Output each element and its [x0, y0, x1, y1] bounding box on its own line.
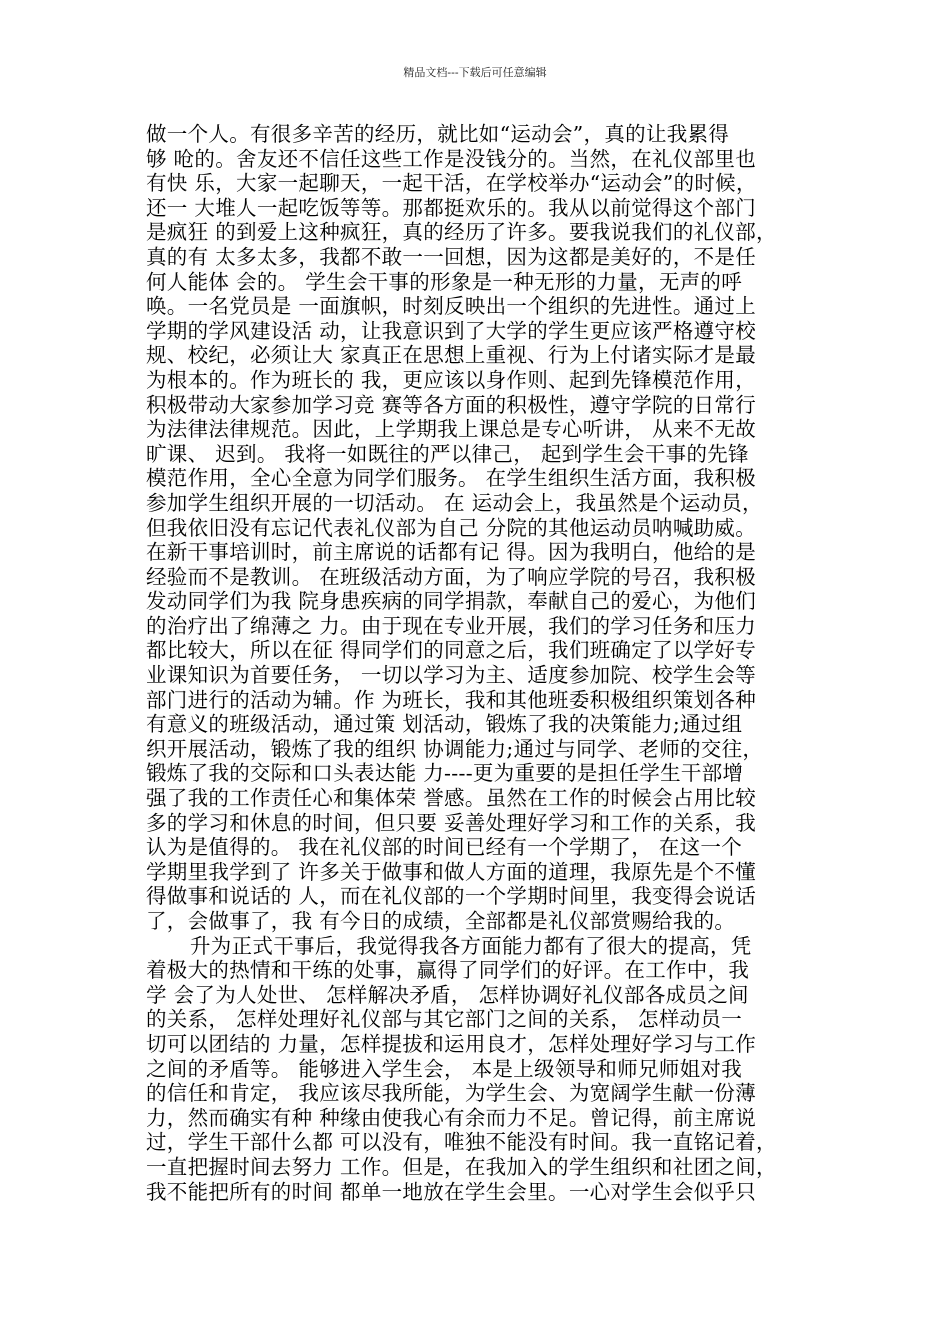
text-line: 多的学习和休息的时间，但只要 妥善处理好学习和工作的关系，我: [146, 810, 757, 835]
text-line: 积极带动大家参加学习竞 赛等各方面的积极性，遵守学院的日常行: [146, 392, 757, 417]
text-line: 得做事和说话的 人，而在礼仪部的一个学期时间里，我变得会说话: [146, 884, 757, 909]
text-line: 做一个人。有很多辛苦的经历，就比如“运动会”，真的让我累得: [146, 122, 730, 146]
text-line: 规、校纪，必须让大 家真正在思想上重视、行为上付诸实际才是最: [146, 343, 757, 368]
text-line: 部门进行的活动为辅。作 为班长，我和其他班委积极组织策划各种: [146, 687, 757, 712]
text-line: 力，然而确实有种 种缘由使我心有余而力不足。曾记得，前主席说: [146, 1105, 757, 1130]
paragraph-first-line: 升为正式干事后，我觉得我各方面能力都有了很大的提高，凭: [190, 933, 752, 958]
text-line: 参加学生组织开展的一切活动。 在 运动会上，我虽然是个运动员，: [146, 490, 763, 515]
text-line: 还一 大堆人一起吃饭等等。那都挺欢乐的。我从以前觉得这个部门: [146, 195, 757, 220]
text-line: 模范作用，全心全意为同学们服务。 在学生组织生活方面，我积极: [146, 466, 757, 491]
text-line: 一直把握时间去努力 工作。但是，在我加入的学生组织和社团之间，: [146, 1154, 777, 1179]
text-line: 着极大的热情和干练的处事，赢得了同学们的好评。在工作中，我: [146, 958, 750, 983]
text-line: 够 呛的。舍友还不信任这些工作是没钱分的。当然，在礼仪部里也: [146, 146, 757, 171]
text-line: 为根本的。作为班长的 我，更应该以身作则、起到先锋模范作用，: [146, 367, 757, 392]
text-line: 业课知识为首要任务， 一切以学习为主、适度参加院、校学生会等: [146, 663, 757, 688]
text-line: 唤。一名党员是 一面旗帜，时刻反映出一个组织的先进性。通过上: [146, 294, 757, 319]
text-line: 的信任和肯定， 我应该尽我所能，为学生会、为宽阔学生献一份薄: [146, 1081, 757, 1106]
text-line: 学期里我学到了 许多关于做事和做人方面的道理，我原先是个不懂: [146, 859, 757, 884]
text-line: 旷课、 迟到。 我将一如既往的严以律己， 起到学生会干事的先锋: [146, 441, 749, 466]
document-body: [146, 122, 826, 1204]
text-line: 为法律法律规范。因此，上学期我上课总是专心听讲， 从来不无故: [146, 417, 757, 442]
text-line: 过，学生干部什么都 可以没有，唯独不能没有时间。我一直铭记着，: [146, 1130, 777, 1155]
text-line: 学 会了为人处世、 怎样解决矛盾， 怎样协调好礼仪部各成员之间: [146, 982, 749, 1007]
text-line: 真的有 太多太多，我都不敢一一回想，因为这都是美好的，不是任: [146, 244, 757, 269]
text-line: 都比较大，所以在征 得同学们的同意之后，我们班确定了以学好专: [146, 638, 757, 663]
text-line: 在新干事培训时，前主席说的话都有记 得。因为我明白，他给的是: [146, 540, 757, 565]
text-line: 认为是值得的。 我在礼仪部的时间已经有一个学期了， 在这一个: [146, 835, 743, 860]
text-line: 发动同学们为我 院身患疾病的同学捐款，奉献自己的爱心，为他们: [146, 589, 757, 614]
text-line: 有意义的班级活动，通过策 划活动，锻炼了我的决策能力;通过组: [146, 712, 743, 737]
text-line: 学期的学风建设活 动，让我意识到了大学的学生更应该严格遵守校: [146, 318, 757, 343]
text-line: 强了我的工作责任心和集体荣 誉感。虽然在工作的时候会占用比较: [146, 786, 757, 811]
text-line: 我不能把所有的时间 都单一地放在学生会里。一心对学生会似乎只: [146, 1179, 757, 1204]
text-line: 切可以团结的 力量，怎样提拔和运用良才，怎样处理好学习与工作: [146, 1031, 757, 1056]
text-line: 之间的矛盾等。 能够进入学生会， 本是上级领导和师兄师姐对我: [146, 1056, 743, 1081]
text-line: 但我依旧没有忘记代表礼仪部为自己 分院的其他运动员呐喊助威。: [146, 515, 757, 540]
text-line: 锻炼了我的交际和口头表达能 力----更为重要的是担任学生干部增: [146, 761, 744, 786]
text-line: 的关系， 怎样处理好礼仪部与其它部门之间的关系， 怎样动员一: [146, 1007, 743, 1032]
text-line: 的治疗出了绵薄之 力。由于现在专业开展，我们的学习任务和压力: [146, 613, 757, 638]
text-line: 经验而不是教训。 在班级活动方面，为了响应学院的号召，我积极: [146, 564, 757, 589]
text-line: 有快 乐，大家一起聊天，一起干活，在学校举办“运动会”的时候，: [146, 171, 757, 196]
text-line: 织开展活动，锻炼了我的组织 协调能力;通过与同学、老师的交往，: [146, 736, 764, 761]
text-line: 了，会做事了，我 有今日的成绩，全部都是礼仪部赏赐给我的。: [146, 909, 736, 933]
page-header: 精品文档---下载后可任意编辑: [403, 66, 547, 79]
text-line: 何人能体 会的。 学生会干事的形象是一种无形的力量，无声的呼: [146, 269, 743, 294]
text-line: 是疯狂 的到爱上这种疯狂，真的经历了许多。要我说我们的礼仪部，: [146, 220, 777, 245]
